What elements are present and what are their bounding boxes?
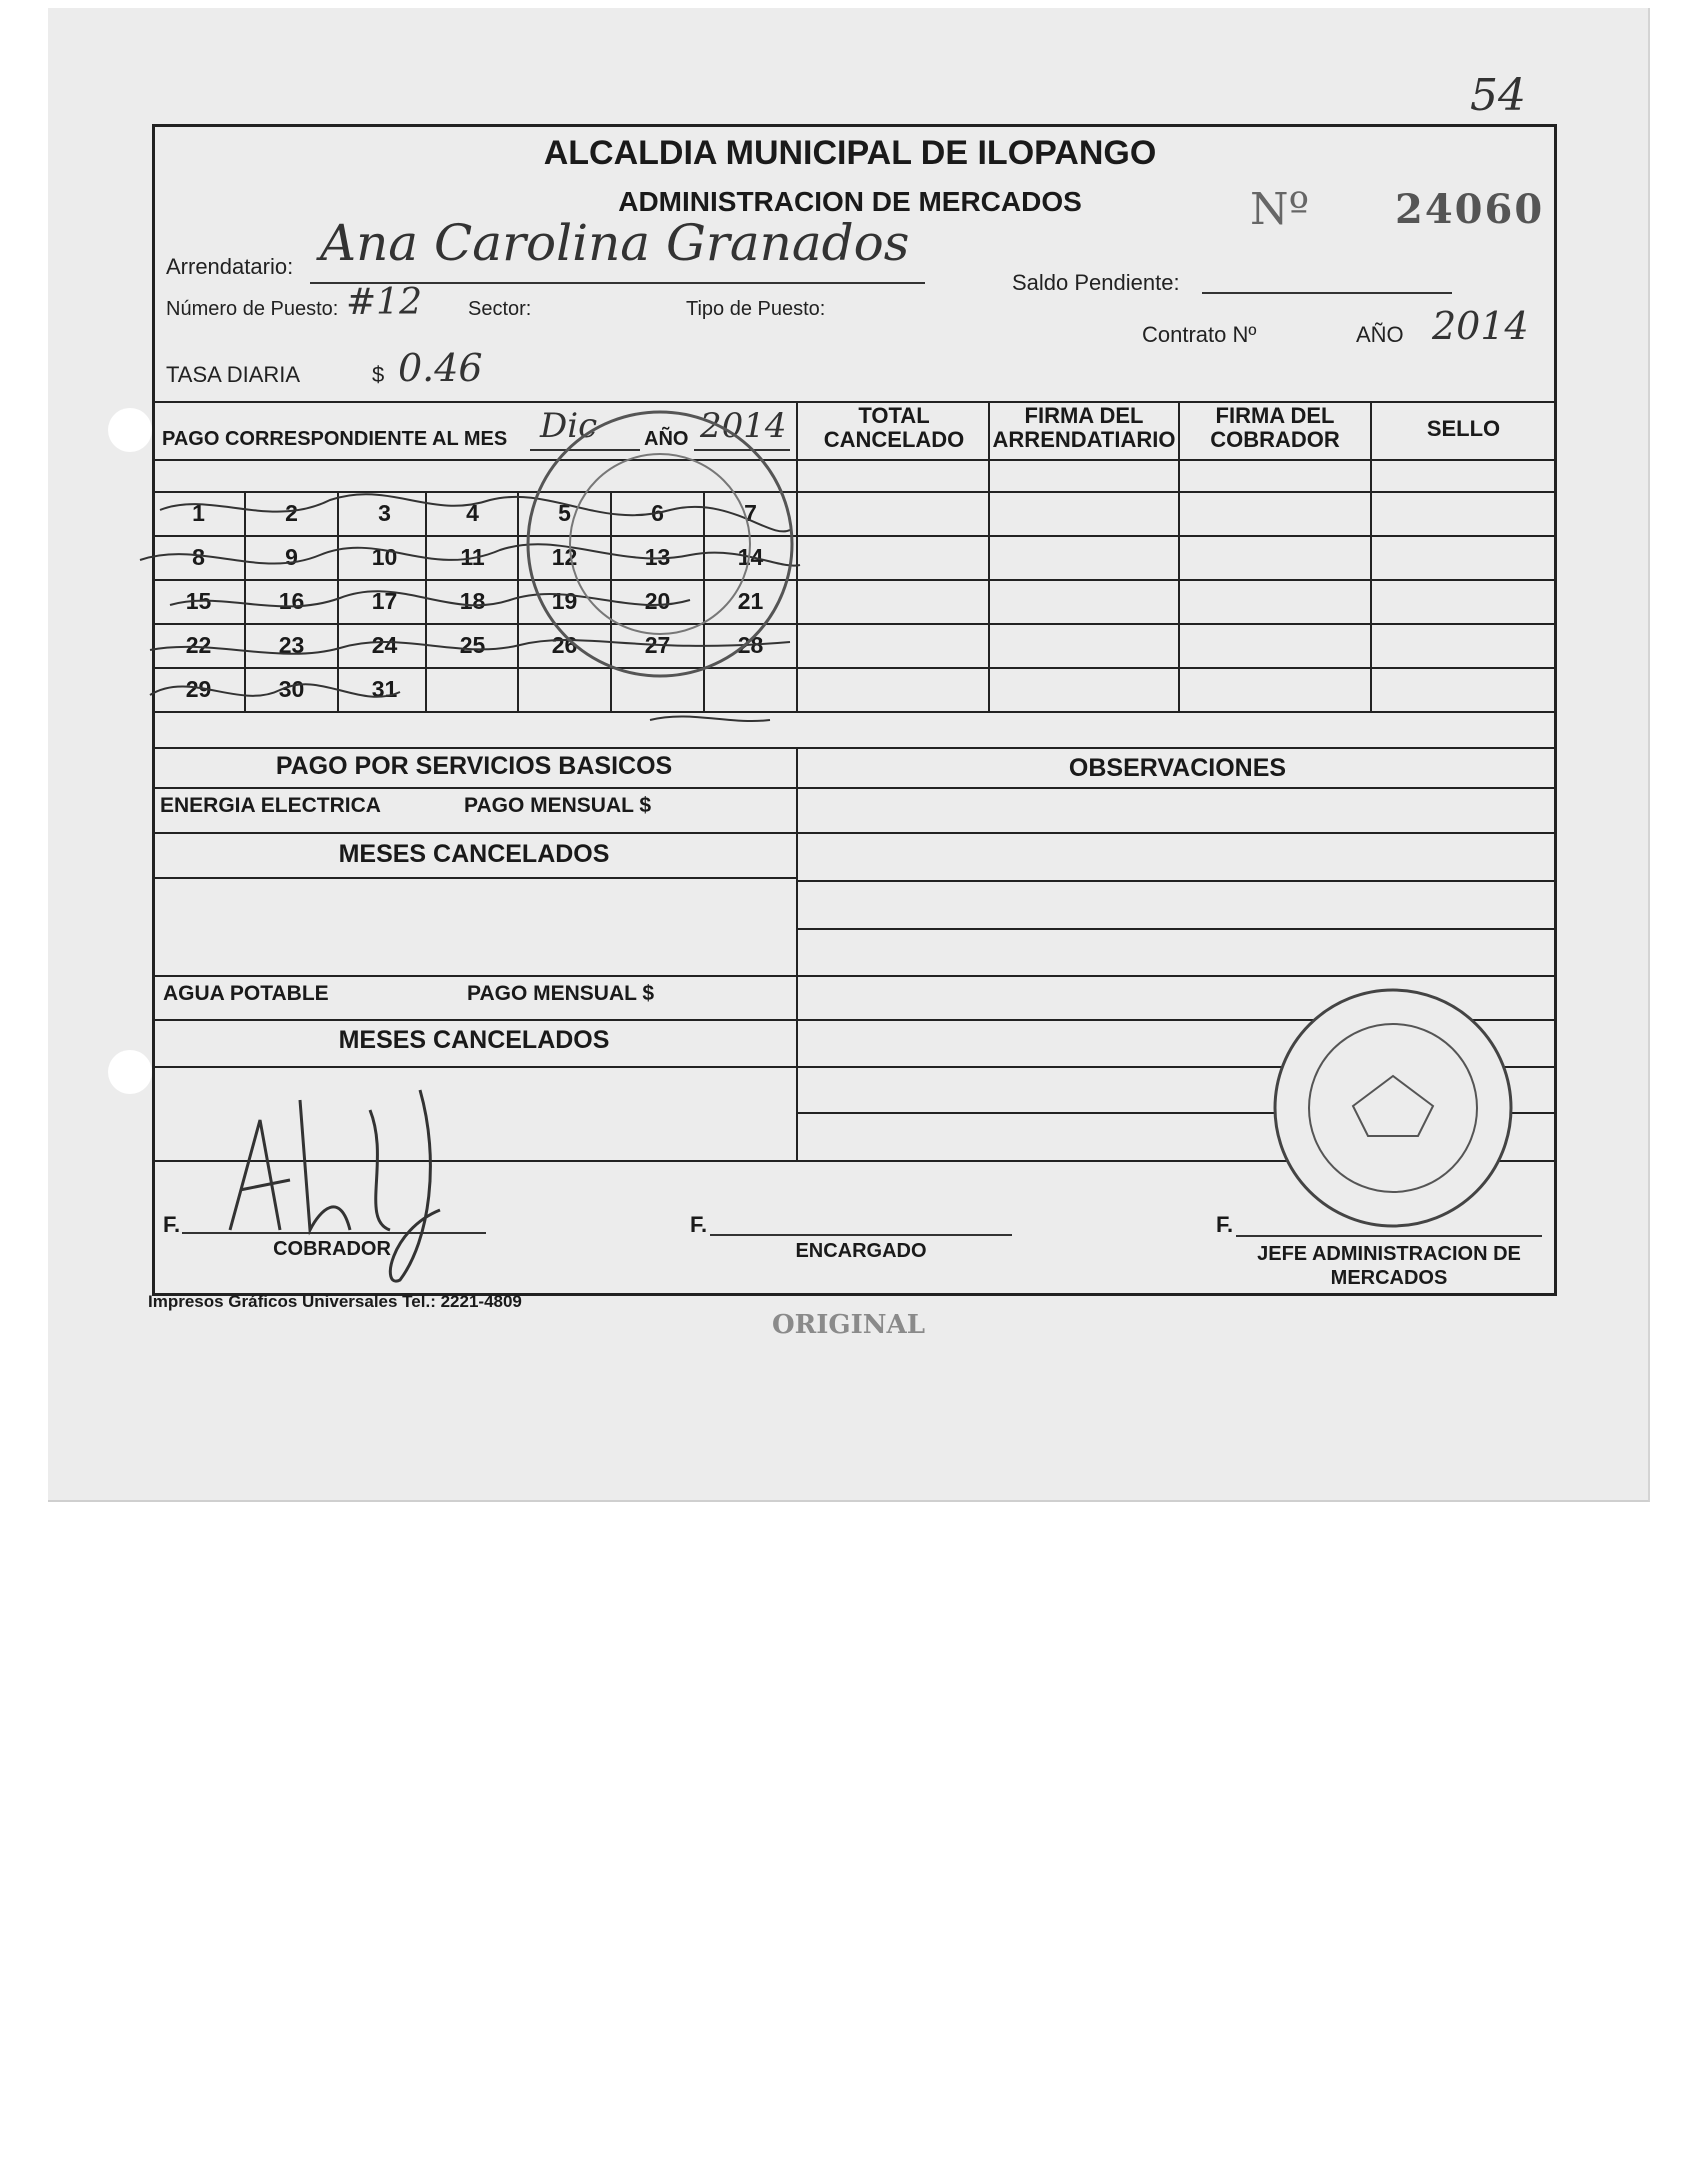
firma-encargado-label: ENCARGADO <box>795 1240 927 1262</box>
calendar-day: 27 <box>644 632 671 658</box>
receipt-number-label: Nº <box>1250 184 1310 235</box>
firma-jefe-label: JEFE ADMINISTRACION DE MERCADOS <box>1257 1243 1521 1289</box>
calendar-day: 23 <box>278 632 305 658</box>
cobrador-signature <box>200 1080 500 1300</box>
tasa-currency: $ <box>372 362 385 387</box>
energia-meses-label: MESES CANCELADOS <box>338 840 610 868</box>
calendar-day: 25 <box>459 632 486 658</box>
agua-label: AGUA POTABLE <box>163 982 329 1005</box>
contrato-label: Contrato Nº <box>1142 322 1257 347</box>
saldo-pendiente-label: Saldo Pendiente: <box>1012 270 1180 295</box>
observaciones-title: OBSERVACIONES <box>1068 754 1287 782</box>
calendar-day: 6 <box>651 500 664 526</box>
calendar-day: 2 <box>285 500 298 526</box>
servicios-title: PAGO POR SERVICIOS BASICOS <box>275 752 673 780</box>
calendar-day: 15 <box>185 588 212 614</box>
arrendatario-value: Ana Carolina Granados <box>320 214 910 272</box>
observaciones-rule <box>798 928 1557 930</box>
pago-anio-value: 2014 <box>700 406 787 446</box>
firma-encargado-prefix: F. <box>690 1212 708 1237</box>
calendar-day: 3 <box>378 500 391 526</box>
anio-value: 2014 <box>1432 304 1529 348</box>
energia-pago-mensual-label: PAGO MENSUAL $ <box>464 794 652 817</box>
table-col-rule <box>1178 401 1180 711</box>
saldo-pendiente-underline <box>1202 292 1452 294</box>
calendar-day: 5 <box>558 500 571 526</box>
firma-cobrador-label: COBRADOR <box>273 1238 391 1260</box>
calendar-day: 10 <box>371 544 398 570</box>
receipt-number: 24060 <box>1395 186 1545 233</box>
tipo-puesto-label: Tipo de Puesto: <box>686 298 826 320</box>
administrator-seal <box>1268 986 1518 1230</box>
punch-hole-bottom <box>108 1050 152 1094</box>
services-rule <box>152 832 1557 834</box>
table-col-rule <box>1370 401 1372 711</box>
calendar-day: 4 <box>466 500 479 526</box>
col-firma-cobrador: FIRMA DEL COBRADOR <box>1210 403 1340 452</box>
firma-encargado-line <box>710 1234 1012 1236</box>
puesto-label: Número de Puesto: <box>166 298 339 320</box>
puesto-value: #12 <box>346 282 422 323</box>
calendar-day: 21 <box>737 588 764 614</box>
punch-hole-top <box>108 408 152 452</box>
calendar-day: 12 <box>551 544 578 570</box>
tasa-diaria-value: 0.46 <box>398 346 483 390</box>
printer-credit: Impresos Gráficos Universales Tel.: 2221-4809 <box>148 1292 522 1311</box>
agua-meses-label: MESES CANCELADOS <box>338 1026 610 1054</box>
page-number-handwritten: 54 <box>1470 70 1526 121</box>
pago-anio-label: AÑO <box>644 428 689 450</box>
sector-label: Sector: <box>468 298 532 320</box>
arrendatario-label: Arrendatario: <box>166 254 294 279</box>
calendar-day: 18 <box>459 588 486 614</box>
calendar-day: 13 <box>644 544 671 570</box>
table-bottom-rule-2 <box>152 747 1557 749</box>
col-total-cancelado: TOTAL CANCELADO <box>823 403 965 452</box>
services-rule <box>152 877 796 879</box>
section-divider <box>796 747 798 1161</box>
col-sello: SELLO <box>1426 416 1501 441</box>
calendar-day: 22 <box>185 632 212 658</box>
calendar-day: 1 <box>192 500 205 526</box>
calendar-day: 11 <box>460 544 485 570</box>
table-top-rule <box>152 401 1557 403</box>
calendar-day: 7 <box>744 500 757 526</box>
observaciones-rule <box>798 880 1557 882</box>
energia-label: ENERGIA ELECTRICA <box>160 794 381 817</box>
firma-jefe-prefix: F. <box>1216 1212 1234 1237</box>
col-firma-arrendatario: FIRMA DEL ARRENDATIARIO <box>992 403 1176 452</box>
calendar-day: 29 <box>185 676 212 702</box>
calendar-day: 24 <box>371 632 398 658</box>
anio-label: AÑO <box>1356 322 1404 347</box>
firma-cobrador-prefix: F. <box>163 1212 181 1237</box>
tasa-diaria-label: TASA DIARIA <box>166 362 301 387</box>
calendar-day: 30 <box>278 676 305 702</box>
agua-pago-mensual-label: PAGO MENSUAL $ <box>467 982 655 1005</box>
calendar-day: 19 <box>551 588 578 614</box>
calendar-day: 28 <box>737 632 764 658</box>
services-rule <box>152 787 1557 789</box>
form-title: ALCALDIA MUNICIPAL DE ILOPANGO <box>543 134 1157 172</box>
calendar-day: 16 <box>278 588 305 614</box>
form-subtitle: ADMINISTRACION DE MERCADOS <box>618 186 1082 217</box>
calendar-day: 9 <box>285 544 298 570</box>
municipal-stamp-calendar <box>520 404 800 684</box>
calendar-day: 31 <box>371 676 398 702</box>
calendar-day: 17 <box>371 588 398 614</box>
calendar-day: 20 <box>644 588 671 614</box>
pago-mes-value: Dic <box>540 406 598 446</box>
calendar-day: 26 <box>551 632 578 658</box>
calendar-day: 14 <box>737 544 764 570</box>
pago-mes-label: PAGO CORRESPONDIENTE AL MES <box>162 428 508 450</box>
services-rule <box>152 975 1557 977</box>
table-header-rule <box>152 459 1557 461</box>
calendar-day: 8 <box>192 544 205 570</box>
copy-label: ORIGINAL <box>772 1310 926 1340</box>
firma-jefe-line <box>1236 1235 1542 1237</box>
